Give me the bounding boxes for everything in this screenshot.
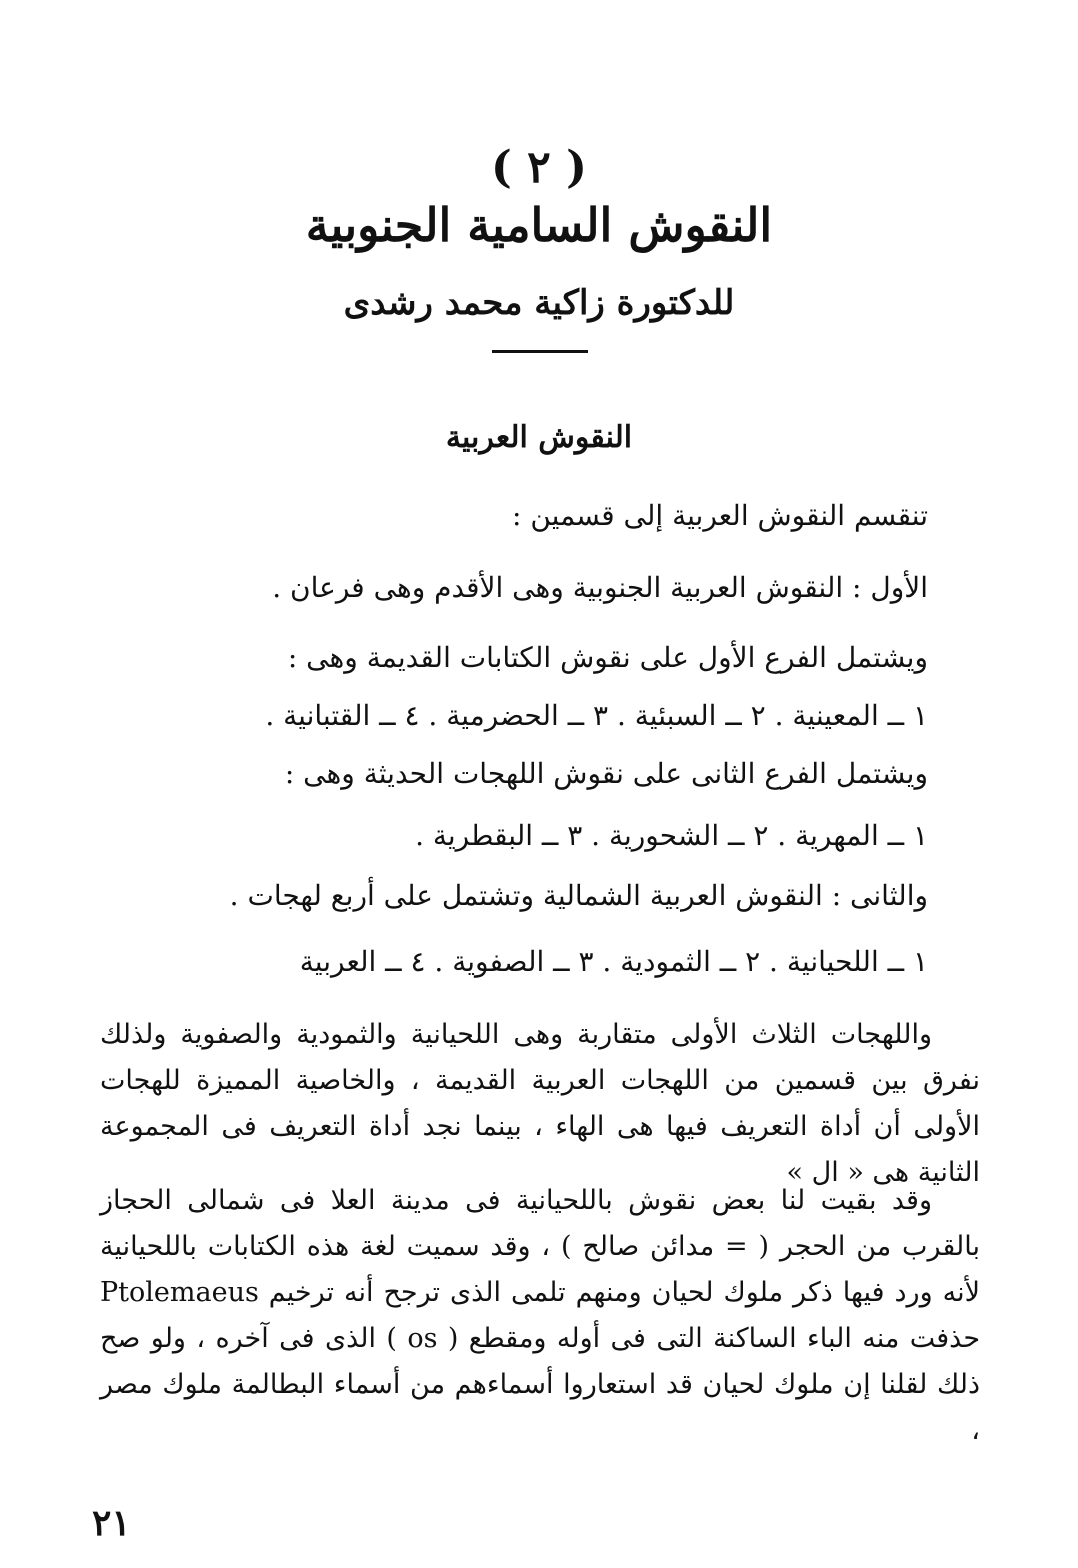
text-line: ١ ــ المهرية . ٢ ــ الشحورية . ٣ ــ البقطرية . [415,819,928,852]
title-divider [492,350,588,353]
page-title: النقوش السامية الجنوبية [305,198,773,252]
section-title: النقوش العربية [445,420,633,455]
text-line: الأول : النقوش العربية الجنوبية وهى الأقدم وهى فرعان . [272,571,928,604]
text-line: ١ ــ اللحيانية . ٢ ــ الثمودية . ٣ ــ الصفوية . ٤ ــ العربية [299,945,928,978]
paragraph [100,1012,980,1196]
article-number: ( ٢ ) [491,142,587,193]
text-line: والثانى : النقوش العربية الشمالية وتشتمل على أربع لهجات . [229,879,928,912]
text-line: ويشتمل الفرع الأول على نقوش الكتابات القديمة وهى : [287,641,928,674]
paragraph [100,1178,980,1454]
text-line: تنقسم النقوش العربية إلى قسمين : [511,499,928,532]
author-line: للدكتورة زاكية محمد رشدى [343,283,735,323]
paragraph-text: وقد بقيت لنا بعض نقوش باللحيانية فى مدينة العلا فى شمالى الحجاز بالقرب من الحجر ( = مدائن صالح ) ، وقد سميت لغة هذه الكتابات باللحيانية لأنه ورد فيها ذكر ملوك لحيان ومنهم تلمى الذى ترجح أنه ترخيم Ptolemaeus حذفت منه الباء الساكنة التى فى أوله ومقطع ( os ) الذى فى آخره ، ولو صح ذلك لقلنا إن ملوك لحيان قد استعاروا أسماءهم من أسماء البطالمة ملوك مصر ، [100,1185,981,1446]
page-number: ٢١ [92,1502,131,1544]
text-line: ويشتمل الفرع الثانى على نقوش اللهجات الحديثة وهى : [284,757,928,790]
text-line: ١ ــ المعينية . ٢ ــ السبئية . ٣ ــ الحضرمية . ٤ ــ القتبانية . [265,699,928,732]
paragraph-text: واللهجات الثلاث الأولى متقاربة وهى اللحيانية والثمودية والصفوية ولذلك نفرق بين قسمين من اللهجات العربية القديمة ، والخاصية المميزة للهجات الأولى أن أداة التعريف فيها هى الهاء ، بينما نجد أداة التعريف فى المجموعة الثانية هى « ال » [100,1019,980,1188]
